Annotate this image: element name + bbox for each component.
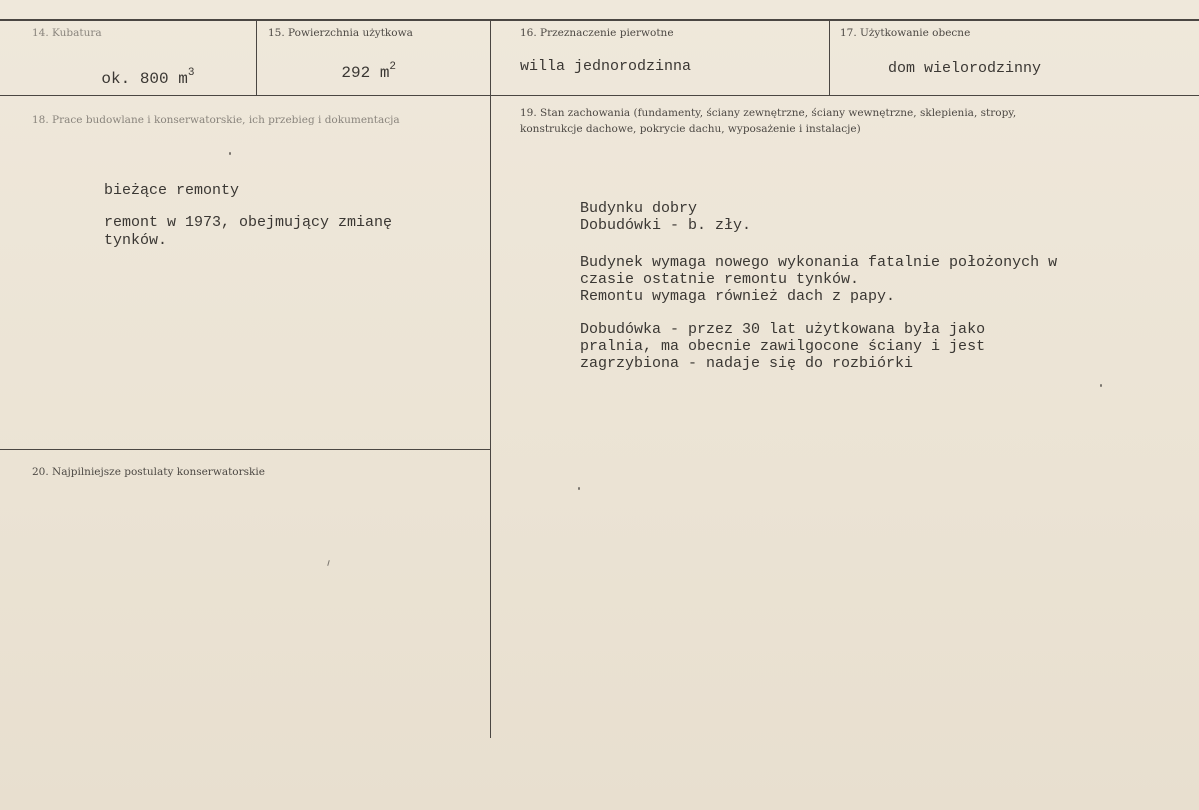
field-20-label: 20. Najpilniejsze postulaty konserwatorskie: [32, 466, 265, 478]
field-17-label: 17. Użytkowanie obecne: [840, 27, 971, 39]
field-14-label: 14. Kubatura: [32, 27, 102, 39]
field-15-value-exponent: 2: [389, 61, 397, 73]
paper-speck: [578, 487, 580, 490]
field-15-label: 15. Powierzchnia użytkowa: [268, 27, 413, 39]
paper-speck: [229, 152, 231, 155]
field-19-line-1: Budynku dobry: [580, 200, 698, 217]
field-19-line-7: pralnia, ma obecnie zawilgocone ściany i jest: [580, 338, 986, 355]
field-19-line-2: Dobudówki - b. zły.: [580, 217, 752, 234]
field-16-label: 16. Przeznaczenie pierwotne: [520, 27, 674, 39]
field-18-line-1: bieżące remonty: [104, 182, 240, 199]
field-16-value: willa jednorodzinna: [520, 58, 692, 75]
field-14-value-exponent: 3: [187, 67, 195, 79]
field-14-value: [63, 54, 194, 105]
field-15-value: [303, 48, 396, 99]
divider-14-15: [256, 20, 257, 96]
field-19-line-3: Budynek wymaga nowego wykonania fatalnie położonych w: [580, 254, 1058, 271]
divider-15-16: [490, 20, 491, 96]
field-15-value-main: 292 m: [341, 64, 390, 82]
field-17-value: dom wielorodzinny: [888, 60, 1042, 77]
field-18-label: 18. Prace budowlane i konserwatorskie, ich przebieg i dokumentacja: [32, 114, 400, 126]
paper-speck: [1100, 384, 1102, 387]
field-19-line-5: Remontu wymaga również dach z papy.: [580, 288, 896, 305]
main-vertical-divider: [490, 96, 491, 738]
top-border: [0, 19, 1199, 21]
field-18-line-3: tynków.: [104, 232, 168, 249]
divider-16-17: [829, 20, 830, 96]
row2-left-bottom-border: [0, 449, 491, 450]
field-18-line-2: remont w 1973, obejmujący zmianę: [104, 214, 393, 231]
paper-speck: [327, 560, 330, 566]
field-19-line-8: zagrzybiona - nadaje się do rozbiórki: [580, 355, 914, 372]
field-19-label-line-1: 19. Stan zachowania (fundamenty, ściany zewnętrzne, ściany wewnętrzne, sklepienia, stropy,: [520, 107, 1017, 119]
field-14-value-main: ok. 800 m: [101, 70, 188, 88]
field-19-line-6: Dobudówka - przez 30 lat użytkowana była jako: [580, 321, 986, 338]
field-19-line-4: czasie ostatnie remontu tynków.: [580, 271, 860, 288]
field-19-label-line-2: konstrukcje dachowe, pokrycie dachu, wyposażenie i instalacje): [520, 123, 861, 135]
